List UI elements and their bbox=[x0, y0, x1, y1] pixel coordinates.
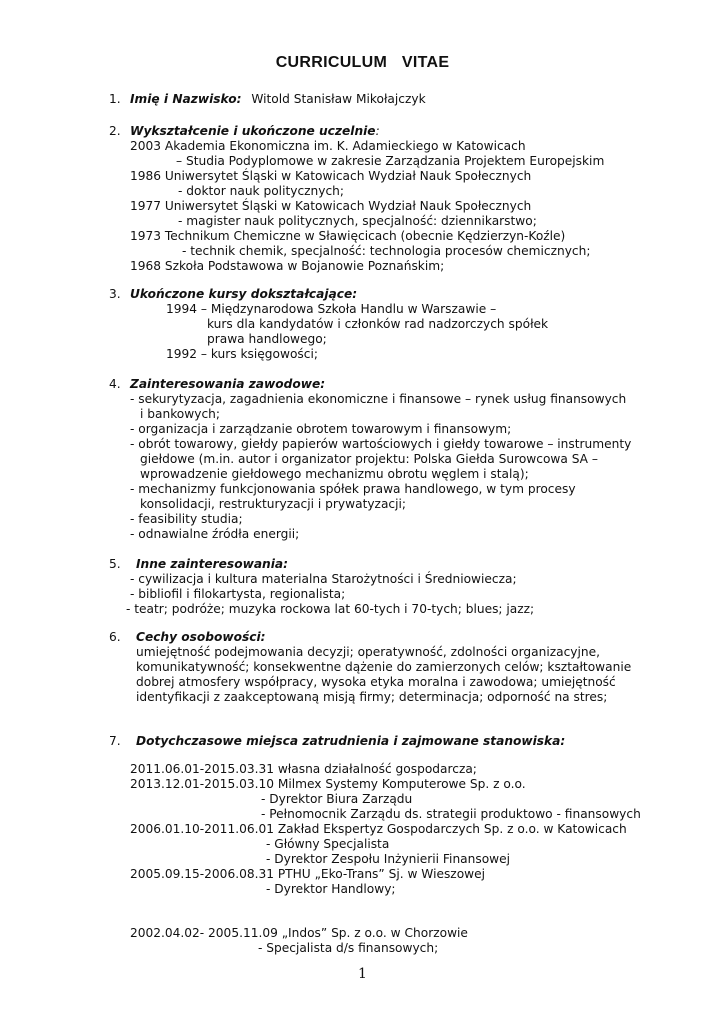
other-interest-line: - teatr; podróże; muzyka rockowa lat 60-tych i 70-tych; blues; jazz; bbox=[126, 602, 535, 616]
interest-line: - sekurytyzacja, zagadnienia ekonomiczne i finansowe – rynek usług finansowych bbox=[130, 392, 627, 406]
section-7-heading: Dotychczasowe miejsca zatrudnienia i zajmowane stanowiska: bbox=[136, 734, 566, 748]
education-line: - doktor nauk politycznych; bbox=[178, 184, 345, 198]
trait-line: komunikatywność; konsekwentne dążenie do zamierzonych celów; kształtowanie bbox=[136, 660, 632, 674]
section-2-row bbox=[130, 124, 380, 139]
education-line: 2003 Akademia Ekonomiczna im. K. Adamieckiego w Katowicach bbox=[130, 139, 526, 153]
employment-line: - Dyrektor Zespołu Inżynierii Finansowej bbox=[266, 852, 511, 866]
section-1-number: 1. bbox=[109, 92, 121, 106]
section-6-number: 6. bbox=[109, 630, 121, 644]
section-4-number: 4. bbox=[109, 377, 121, 391]
employment-line: - Główny Specjalista bbox=[266, 837, 390, 851]
interest-line: - obrót towarowy, giełdy papierów wartościowych i giełdy towarowe – instrumenty bbox=[130, 437, 632, 451]
trait-line: identyfikacji z zaakceptowaną misją firmy; determinacja; odporność na stres; bbox=[136, 690, 608, 704]
employment-line: - Specjalista d/s finansowych; bbox=[258, 941, 439, 955]
course-line: 1994 – Międzynarodowa Szkoła Handlu w Warszawie – bbox=[166, 302, 497, 316]
education-line: 1973 Technikum Chemiczne w Sławięcicach (obecnie Kędzierzyn-Koźle) bbox=[130, 229, 566, 243]
employment-line: - Pełnomocnik Zarządu ds. strategii produktowo - finansowych bbox=[261, 807, 641, 821]
trait-line: umiejętność podejmowania decyzji; operatywność, zdolności organizacyjne, bbox=[136, 645, 600, 659]
employment-line: - Dyrektor Biura Zarządu bbox=[261, 792, 413, 806]
education-line: 1968 Szkoła Podstawowa w Bojanowie Poznańskim; bbox=[130, 259, 445, 273]
employment-line: 2006.01.10-2011.06.01 Zakład Ekspertyz Gospodarczych Sp. z o.o. w Katowicach bbox=[130, 822, 627, 836]
employment-line: 2005.09.15-2006.08.31 PTHU „Eko-Trans” Sj. w Wieszowej bbox=[130, 867, 486, 881]
employment-line: 2013.12.01-2015.03.10 Milmex Systemy Komputerowe Sp. z o.o. bbox=[130, 777, 526, 791]
employment-line: - Dyrektor Handlowy; bbox=[266, 882, 396, 896]
course-line: prawa handlowego; bbox=[207, 332, 327, 346]
education-line: 1977 Uniwersytet Śląski w Katowicach Wydział Nauk Społecznych bbox=[130, 199, 532, 213]
employment-line: 2011.06.01-2015.03.31 własna działalność gospodarcza; bbox=[130, 762, 477, 776]
interest-line: i bankowych; bbox=[140, 407, 220, 421]
page-number: 1 bbox=[358, 966, 367, 982]
course-line: 1992 – kurs księgowości; bbox=[166, 347, 318, 361]
interest-line: - mechanizmy funkcjonowania spółek prawa handlowego, w tym procesy bbox=[130, 482, 576, 496]
course-line: kurs dla kandydatów i członków rad nadzorczych spółek bbox=[207, 317, 549, 331]
other-interest-line: - bibliofil i filokartysta, regionalista; bbox=[130, 587, 346, 601]
section-4-heading: Zainteresowania zawodowe: bbox=[130, 377, 326, 391]
employment-line: 2002.04.02- 2005.11.09 „Indos” Sp. z o.o. w Chorzowie bbox=[130, 926, 468, 940]
education-line: - magister nauk politycznych, specjalność: dziennikarstwo; bbox=[178, 214, 537, 228]
interest-line: giełdowe (m.in. autor i organizator projektu: Polska Giełda Surowcowa SA – bbox=[140, 452, 598, 466]
education-line: – Studia Podyplomowe w zakresie Zarządzania Projektem Europejskim bbox=[176, 154, 605, 168]
section-3-heading: Ukończone kursy dokształcające: bbox=[130, 287, 358, 301]
section-1-heading: Imię i Nazwisko: bbox=[130, 92, 242, 106]
interest-line: wprowadzenie giełdowego mechanizmu obrotu węglem i stalą); bbox=[140, 467, 529, 481]
section-5-heading: Inne zainteresowania: bbox=[136, 557, 288, 571]
interest-line: - feasibility studia; bbox=[130, 512, 243, 526]
section-2-number: 2. bbox=[109, 124, 121, 138]
document-title: CURRICULUM VITAE bbox=[275, 54, 450, 71]
section-5-number: 5. bbox=[109, 557, 121, 571]
section-3-number: 3. bbox=[109, 287, 121, 301]
trait-line: dobrej atmosfery współpracy, wysoka etyka moralna i zawodowa; umiejętność bbox=[136, 675, 616, 689]
section-2-heading: Wykształcenie i ukończone uczelnie bbox=[130, 124, 376, 138]
section-2-colon: : bbox=[375, 124, 380, 138]
other-interest-line: - cywilizacja i kultura materialna Starożytności i Średniowiecza; bbox=[130, 572, 517, 586]
education-line: 1986 Uniwersytet Śląski w Katowicach Wydział Nauk Społecznych bbox=[130, 169, 532, 183]
interest-line: - organizacja i zarządzanie obrotem towarowym i finansowym; bbox=[130, 422, 512, 436]
education-line: - technik chemik, specjalność: technologia procesów chemicznych; bbox=[182, 244, 591, 258]
full-name: Witold Stanisław Mikołajczyk bbox=[251, 92, 426, 106]
section-6-heading: Cechy osobowości: bbox=[136, 630, 266, 644]
section-7-number: 7. bbox=[109, 734, 121, 748]
section-1-row bbox=[130, 92, 426, 107]
interest-line: - odnawialne źródła energii; bbox=[130, 527, 300, 541]
interest-line: konsolidacji, restrukturyzacji i prywatyzacji; bbox=[140, 497, 406, 511]
